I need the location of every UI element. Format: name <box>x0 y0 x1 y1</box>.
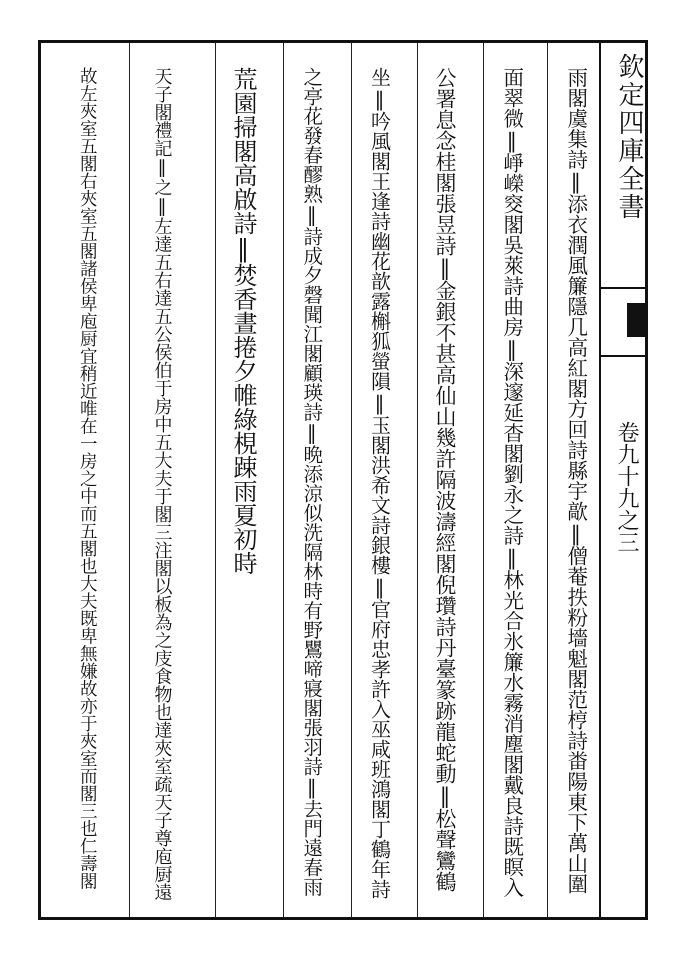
column-rule <box>215 43 216 917</box>
column-text: 之亭花發春醪熟‖詩成夕磬聞江閣顧瑛詩‖晩添涼似洗隔林時有野鸎啼寢閣張羽詩‖去門遠春雨 <box>300 67 324 897</box>
column-text: 面翠微‖崢嶸窔閣吳萊詩曲房‖深邃延杳閣劉永之詩‖林光合氷簾水霧消塵閣戴良詩既瞑入 <box>499 67 524 898</box>
book-title: 欽定四庫全書 <box>614 53 644 221</box>
column-rule <box>417 43 418 917</box>
text-column-8 <box>61 53 113 913</box>
volume-label: 卷九十九之三 <box>614 421 639 553</box>
page-margin <box>599 43 645 917</box>
book-page <box>38 40 648 920</box>
text-column-5 <box>285 53 337 913</box>
text-column-1 <box>549 53 601 913</box>
fish-tail-mark <box>601 287 645 357</box>
text-column-7 <box>135 53 187 913</box>
column-text: 荒園掃閣高啟詩‖焚香晝捲夕帷綠梘踈雨夏初時 <box>229 67 257 575</box>
column-rule <box>351 43 352 917</box>
text-column-6 <box>217 53 269 913</box>
column-text: 坐‖吟風閣王逢詩幽花歆露槲狐螢隕‖玉閣洪希文詩銀樓‖官府忠孝許入巫咸班鴻閣丁鶴年詩 <box>367 67 392 899</box>
column-rule <box>483 43 484 917</box>
column-text: 天子閣禮記‖之‖左達五右達五公侯伯于房中五大夫于閣三注閣以板為之庋食物也達夾室疏天子尊庖厨遠 <box>151 67 173 901</box>
text-column-2 <box>485 53 537 913</box>
text-column-3 <box>419 53 471 913</box>
column-text: 故左夾室五閣右夾室五閣諸侯卑庖厨宜稍近唯在一房之中而五閣也大夫既卑無嫌故亦于夾室而閣三也仁壽閣 <box>77 67 98 890</box>
notch-mark <box>627 303 645 337</box>
column-rule <box>129 43 130 917</box>
column-rule <box>547 43 548 917</box>
text-column-4 <box>353 53 405 913</box>
column-text: 公署息念桂閣張昱詩‖金銀不甚高仙山幾許隔波濤經閣倪瓚詩丹臺篆跡龍蛇動‖松聲鸞鶴 <box>433 67 458 892</box>
column-text: 雨閣虞集詩‖添衣潤風簾隱几高紅閣方回詩縣宇歊‖僧菴抶粉墻魁閣范梈詩畨陽東下萬山圍 <box>563 67 588 894</box>
column-rule <box>283 43 284 917</box>
